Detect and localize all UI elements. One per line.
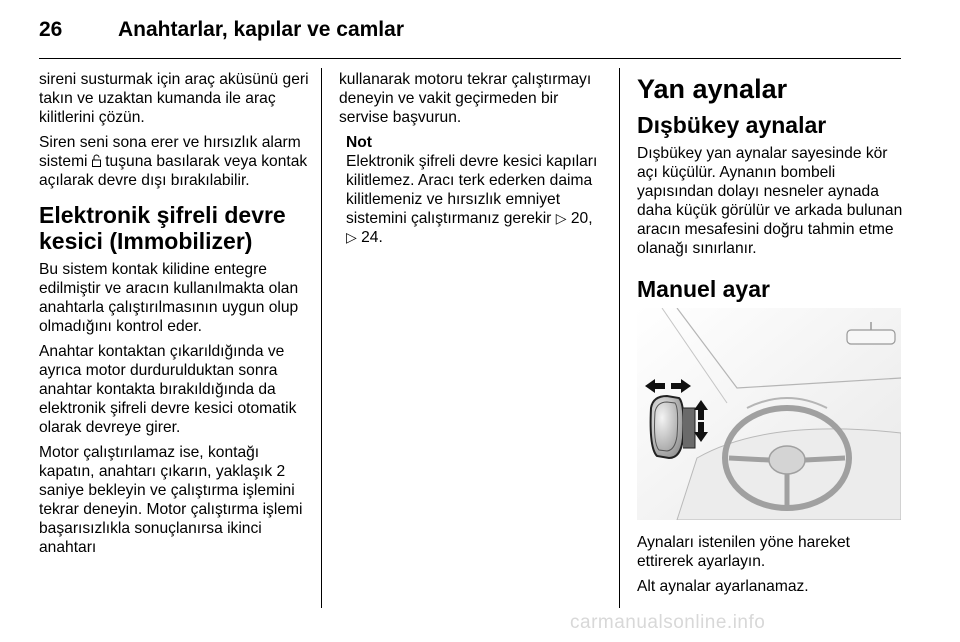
- watermark: carmanualsonline.info: [570, 612, 766, 633]
- section-heading: Elektronik şifreli devre kesici (Immobilizer): [39, 202, 286, 254]
- page-ref-arrow-icon[interactable]: ▷: [346, 229, 357, 245]
- paragraph: Aynaları istenilen yöne hareket ettirerek ayarlayın.: [637, 534, 850, 570]
- paragraph: Dışbükey yan aynalar sayesinde kör açı küçülür. Aynanın bombeli yapısından dolayı nesneler aynada daha küçük görülür ve arkada bulunan aracın mesafesini doğru tahmin etme olanağı sınırlanır.: [637, 145, 903, 257]
- subsection-heading: Manuel ayar: [637, 276, 770, 302]
- paragraph: Anahtar kontaktan çıkarıldığında ve ayrıca motor durdurulduktan sonra anahtar kontakta bırakıldığında da elektronik şifreli devre kesici otomatik olarak devreye girer.: [39, 343, 297, 436]
- column-1: [39, 70, 311, 563]
- paragraph-text: tuşuna basılarak veya kontak açılarak devre dışı bırakılabilir.: [39, 153, 308, 189]
- page-ref-arrow-icon[interactable]: ▷: [555, 210, 567, 226]
- header-rule: [39, 58, 901, 59]
- page-ref[interactable]: 24.: [361, 229, 383, 246]
- column-2: [339, 70, 611, 247]
- mirror-adjust-illustration: [637, 308, 901, 520]
- note-title: Not: [346, 134, 372, 151]
- column-3: [637, 70, 905, 302]
- note-box: [339, 133, 611, 247]
- subsection-heading: Dışbükey aynalar: [637, 112, 827, 138]
- section-title: Yan aynalar: [637, 74, 788, 104]
- paragraph: Alt aynalar ayarlanamaz.: [637, 578, 809, 595]
- paragraph: kullanarak motoru tekrar çalıştırmayı deneyin ve vakit geçirmeden bir servise başvurun.: [339, 71, 592, 126]
- paragraph: sireni susturmak için araç aküsünü geri takın ve uzaktan kumanda ile araç kilitlerini çözün.: [39, 71, 309, 126]
- paragraph: Motor çalıştırılamaz ise, kontağı kapatın, anahtarı çıkarın, yaklaşık 2 saniye bekleyin ve çalıştırma işlemini tekrar deneyin. Motor çalıştırma işlemi başarısızlıkla sonuçlanırsa ikinci anahtarı: [39, 444, 303, 556]
- lock-icon: [92, 154, 101, 167]
- page-number: 26: [39, 18, 63, 41]
- page-ref[interactable]: 20,: [570, 210, 593, 227]
- chapter-title: Anahtarlar, kapılar ve camlar: [118, 18, 404, 41]
- note-text: Elektronik şifreli devre kesici kapıları kilitlemez. Aracı terk ederken daima kilitlemeniz ve hırsızlık emniyet sistemini çalıştırmanız gerekir ▷ 20, ▷ 24.: [346, 153, 598, 246]
- column-divider-1: [321, 68, 322, 608]
- column-3-bottom: [637, 533, 905, 602]
- paragraph: [39, 133, 311, 190]
- paragraph-text: Siren seni sona erer ve hırsızlık alarm sistemi: [39, 134, 301, 170]
- column-divider-2: [619, 68, 620, 608]
- paragraph: Bu sistem kontak kilidine entegre edilmiştir ve aracın kullanılmakta olan anahtarla çalıştırılmasının uygun olup olmadığını kontrol eder.: [39, 261, 299, 335]
